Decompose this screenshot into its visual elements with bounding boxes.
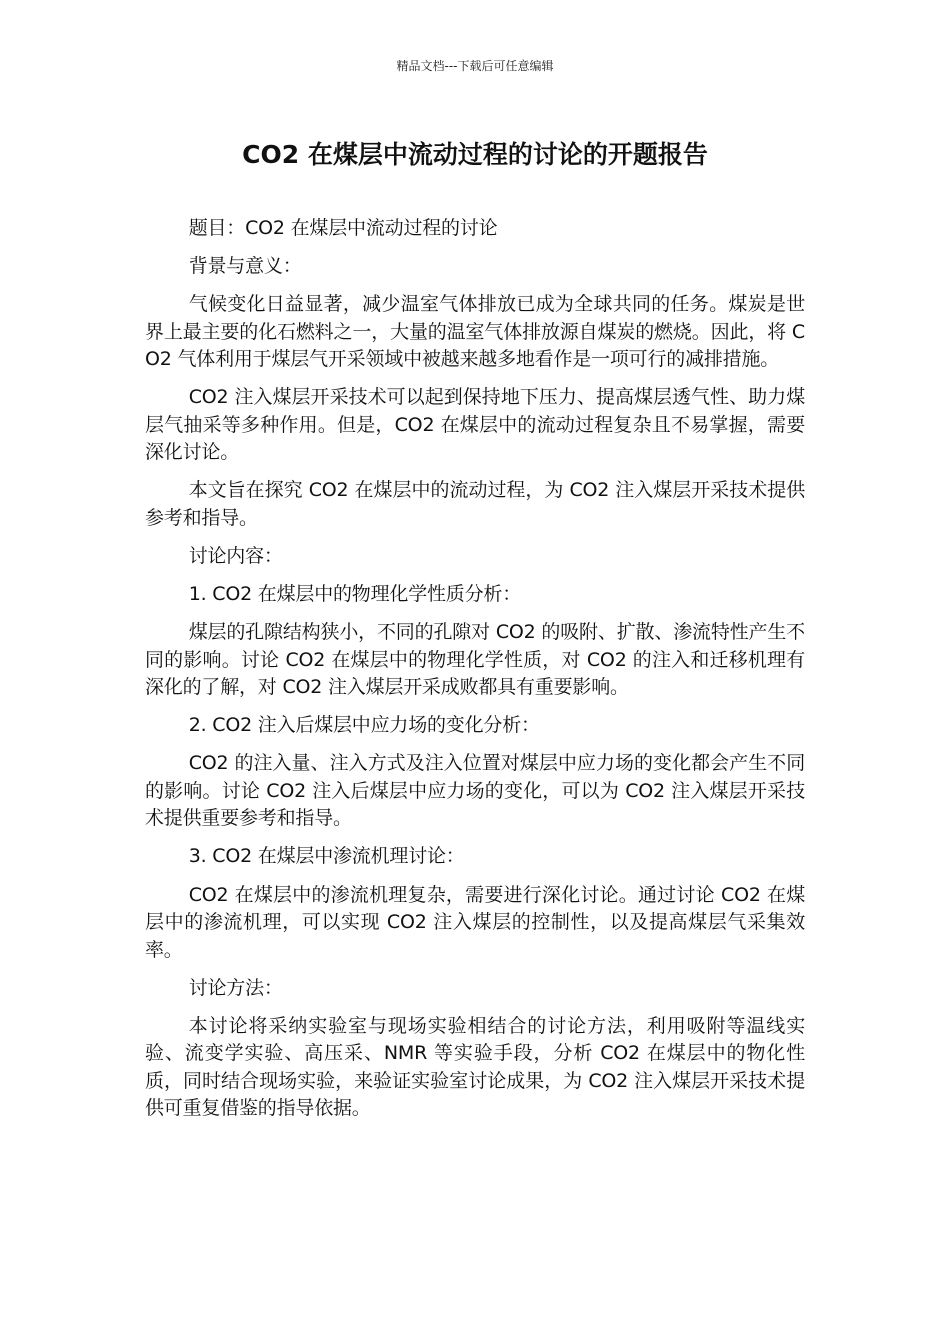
paragraph: CO2 的注入量、注入方式及注入位置对煤层中应力场的变化都会产生不同的影响。讨论 CO2 注入后煤层中应力场的变化，可以为 CO2 注入煤层开采技术提供重要参考和指导。: [145, 752, 805, 830]
paragraph: 本讨论将采纳实验室与现场实验相结合的讨论方法，利用吸附等温线实验、流变学实验、高压采、NMR 等实验手段，分析 CO2 在煤层中的物化性质，同时结合现场实验，来验证实验室讨论成果，为 CO2 注入煤层开采技术提供可重复借鉴的指导依据。: [145, 1014, 805, 1120]
section-heading-content: 讨论内容：: [188, 544, 283, 567]
document-title: CO2 在煤层中流动过程的讨论的开题报告: [242, 140, 708, 169]
paragraph: 煤层的孔隙结构狭小，不同的孔隙对 CO2 的吸附、扩散、渗流特性产生不同的影响。讨论 CO2 在煤层中的物理化学性质，对 CO2 的注入和迁移机理有深化的了解，对 CO2 注入煤层开采成败都具有重要影响。: [145, 621, 805, 699]
subheading-1: 1. CO2 在煤层中的物理化学性质分析：: [188, 583, 522, 606]
paragraph: 本文旨在探究 CO2 在煤层中的流动过程，为 CO2 注入煤层开采技术提供参考和指导。: [145, 479, 805, 529]
paragraph: 气候变化日益显著，减少温室气体排放已成为全球共同的任务。煤炭是世界上最主要的化石燃料之一，大量的温室气体排放源自煤炭的燃烧。因此，将 CO2 气体利用于煤层气开采领域中被越来越多地看作是一项可行的减排措施。: [145, 293, 805, 371]
page-header: 精品文档---下载后可任意编辑: [396, 59, 554, 73]
paragraph: CO2 注入煤层开采技术可以起到保持地下压力、提高煤层透气性、助力煤层气抽采等多种作用。但是，CO2 在煤层中的流动过程复杂且不易掌握，需要深化讨论。: [145, 386, 805, 464]
subheading-2: 2. CO2 注入后煤层中应力场的变化分析：: [188, 714, 540, 737]
topic-line: 题目：CO2 在煤层中流动过程的讨论: [188, 217, 498, 239]
paragraph: CO2 在煤层中的渗流机理复杂，需要进行深化讨论。通过讨论 CO2 在煤层中的渗流机理，可以实现 CO2 注入煤层的控制性，以及提高煤层气采集效率。: [145, 883, 805, 961]
section-heading-method: 讨论方法：: [188, 976, 283, 999]
subheading-3: 3. CO2 在煤层中渗流机理讨论：: [188, 845, 465, 868]
document-body: [145, 215, 805, 1133]
section-heading-background: 背景与意义：: [188, 255, 302, 278]
